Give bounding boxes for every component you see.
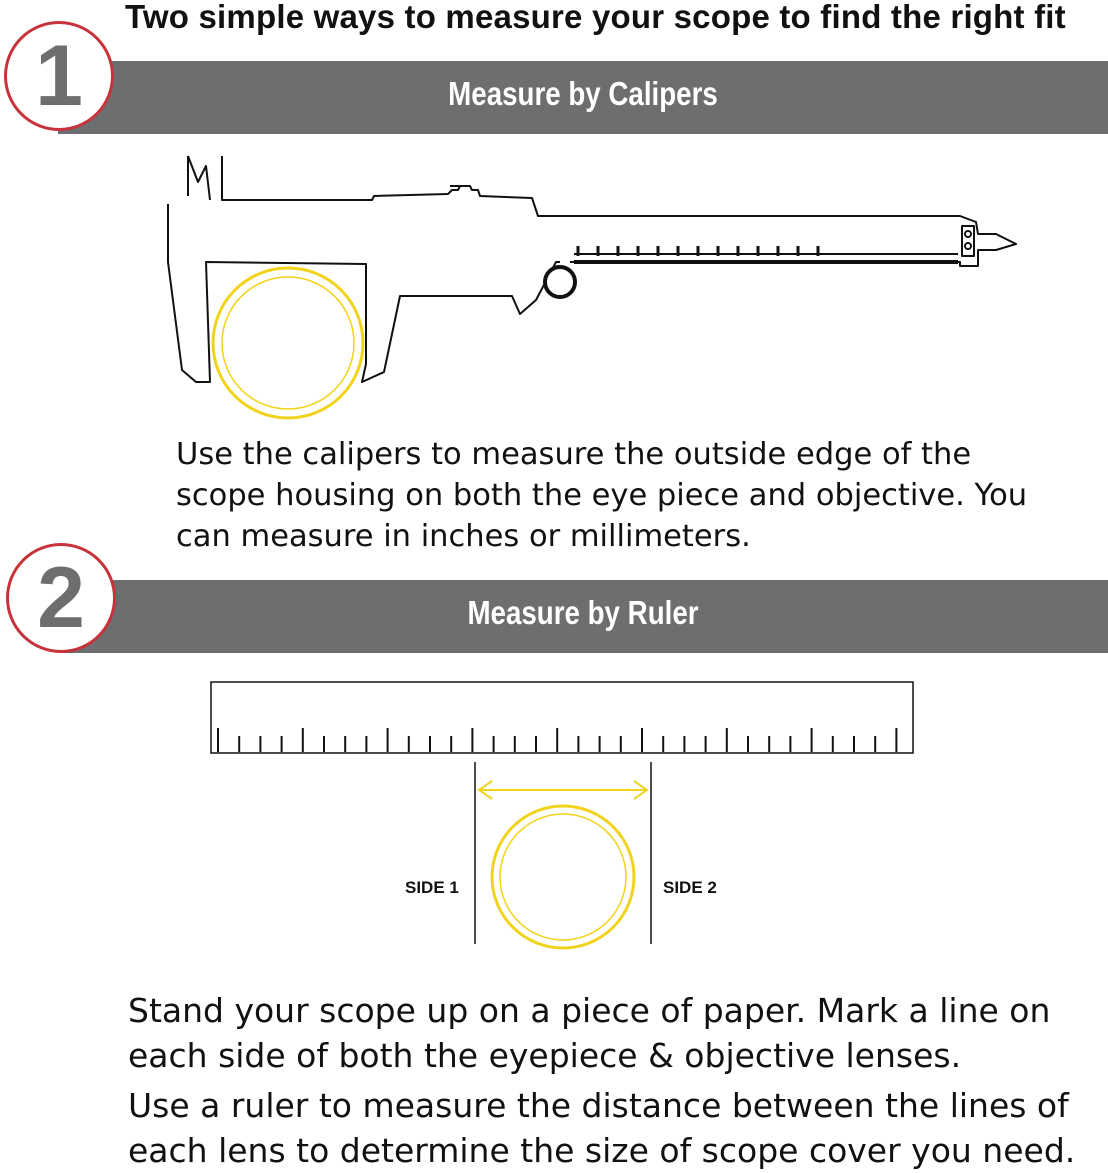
- step-1-text-line: can measure in inches or millimeters.: [176, 519, 751, 554]
- step-2-badge: [6, 543, 116, 653]
- step-2-text-line: Use a ruler to measure the distance between the lines of: [128, 1086, 1069, 1125]
- lens-ring-icon: [213, 268, 363, 418]
- step-2-band: [58, 580, 1108, 653]
- step-2-title: Measure by Ruler: [467, 594, 699, 631]
- step-2-number: 2: [37, 550, 85, 646]
- lens-ring-icon: [492, 806, 634, 948]
- step-2-text-line: each side of both the eyepiece & objective lenses.: [128, 1036, 962, 1075]
- step-2-description-a: [128, 988, 1050, 1078]
- step-1-description: [176, 434, 1027, 557]
- side-1-label: SIDE 1: [405, 878, 459, 897]
- step-1-text-line: Use the calipers to measure the outside edge of the: [176, 437, 972, 472]
- step-2-text-line: Stand your scope up on a piece of paper. Mark a line on: [128, 991, 1051, 1030]
- step-1-number: 1: [35, 28, 83, 124]
- step-1-band: [58, 61, 1108, 134]
- step-2-text-line: each lens to determine the size of scope cover you need.: [128, 1131, 1076, 1170]
- step-1-text-line: scope housing on both the eye piece and objective. You: [176, 478, 1028, 513]
- width-arrow: [479, 781, 647, 799]
- step-2-description-b: [128, 1083, 1075, 1173]
- side-2-label: SIDE 2: [663, 878, 717, 897]
- step-1-title: Measure by Calipers: [448, 75, 718, 112]
- step-1-badge: [4, 21, 114, 131]
- page-headline: Two simple ways to measure your scope to find the right fit: [125, 0, 1066, 35]
